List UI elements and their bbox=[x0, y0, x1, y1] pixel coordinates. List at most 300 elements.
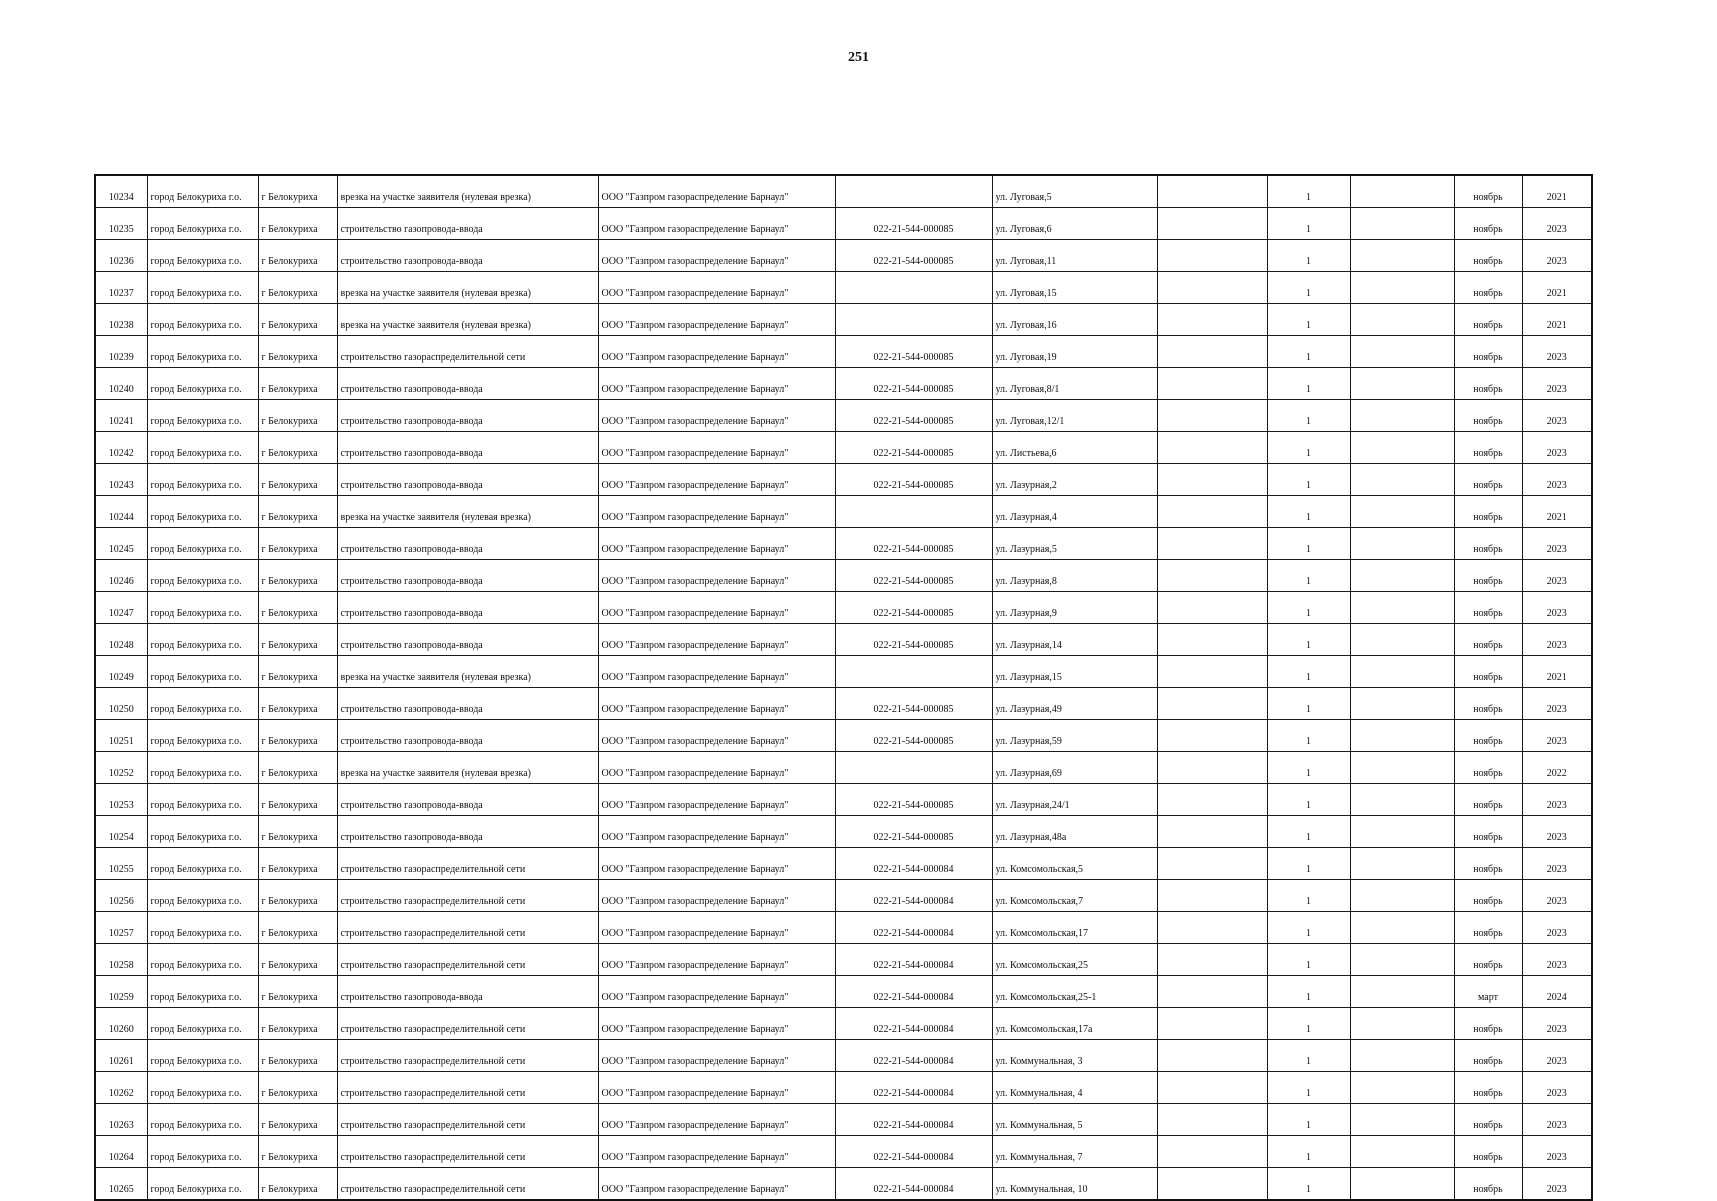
cell-program-code: 022-21-544-000085 bbox=[835, 528, 992, 560]
cell-year: 2023 bbox=[1522, 944, 1592, 976]
cell-organization: ООО "Газпром газораспределение Барнаул" bbox=[598, 848, 835, 880]
table-row bbox=[95, 688, 1592, 720]
cell-municipality: город Белокуриха г.о. bbox=[147, 240, 258, 272]
cell-empty bbox=[1350, 304, 1454, 336]
cell-empty bbox=[1157, 496, 1267, 528]
cell-row-number: 10256 bbox=[95, 880, 147, 912]
cell-count: 1 bbox=[1267, 592, 1350, 624]
cell-settlement: г Белокуриха bbox=[258, 848, 337, 880]
cell-empty bbox=[1157, 1168, 1267, 1201]
cell-year: 2023 bbox=[1522, 368, 1592, 400]
cell-address: ул. Луговая,11 bbox=[992, 240, 1157, 272]
cell-organization: ООО "Газпром газораспределение Барнаул" bbox=[598, 784, 835, 816]
cell-year: 2023 bbox=[1522, 336, 1592, 368]
cell-empty bbox=[1157, 272, 1267, 304]
cell-address: ул. Лазурная,24/1 bbox=[992, 784, 1157, 816]
cell-empty bbox=[1157, 592, 1267, 624]
cell-organization: ООО "Газпром газораспределение Барнаул" bbox=[598, 1104, 835, 1136]
cell-count: 1 bbox=[1267, 976, 1350, 1008]
table-row bbox=[95, 560, 1592, 592]
cell-year: 2024 bbox=[1522, 976, 1592, 1008]
cell-count: 1 bbox=[1267, 240, 1350, 272]
cell-municipality: город Белокуриха г.о. bbox=[147, 432, 258, 464]
cell-empty bbox=[1350, 464, 1454, 496]
cell-year: 2023 bbox=[1522, 688, 1592, 720]
cell-settlement: г Белокуриха bbox=[258, 304, 337, 336]
cell-row-number: 10243 bbox=[95, 464, 147, 496]
cell-organization: ООО "Газпром газораспределение Барнаул" bbox=[598, 496, 835, 528]
cell-program-code: 022-21-544-000085 bbox=[835, 208, 992, 240]
cell-month: ноябрь bbox=[1454, 1136, 1522, 1168]
cell-empty bbox=[1350, 1008, 1454, 1040]
cell-row-number: 10244 bbox=[95, 496, 147, 528]
cell-empty bbox=[1157, 1008, 1267, 1040]
cell-year: 2021 bbox=[1522, 496, 1592, 528]
cell-settlement: г Белокуриха bbox=[258, 1168, 337, 1201]
cell-row-number: 10237 bbox=[95, 272, 147, 304]
cell-municipality: город Белокуриха г.о. bbox=[147, 720, 258, 752]
cell-work-type: строительство газопровода-ввода bbox=[337, 432, 598, 464]
cell-empty bbox=[1350, 880, 1454, 912]
cell-settlement: г Белокуриха bbox=[258, 592, 337, 624]
cell-row-number: 10251 bbox=[95, 720, 147, 752]
cell-work-type: врезка на участке заявителя (нулевая врезка) bbox=[337, 304, 598, 336]
cell-empty bbox=[1157, 848, 1267, 880]
cell-month: ноябрь bbox=[1454, 208, 1522, 240]
cell-program-code: 022-21-544-000085 bbox=[835, 720, 992, 752]
cell-empty bbox=[1157, 400, 1267, 432]
cell-work-type: строительство газораспределительной сети bbox=[337, 1168, 598, 1201]
cell-work-type: врезка на участке заявителя (нулевая врезка) bbox=[337, 496, 598, 528]
table-row bbox=[95, 1104, 1592, 1136]
table-row bbox=[95, 208, 1592, 240]
cell-organization: ООО "Газпром газораспределение Барнаул" bbox=[598, 272, 835, 304]
cell-month: ноябрь bbox=[1454, 784, 1522, 816]
cell-settlement: г Белокуриха bbox=[258, 752, 337, 784]
cell-organization: ООО "Газпром газораспределение Барнаул" bbox=[598, 592, 835, 624]
cell-work-type: строительство газопровода-ввода bbox=[337, 784, 598, 816]
cell-municipality: город Белокуриха г.о. bbox=[147, 688, 258, 720]
cell-count: 1 bbox=[1267, 368, 1350, 400]
cell-organization: ООО "Газпром газораспределение Барнаул" bbox=[598, 432, 835, 464]
cell-empty bbox=[1157, 368, 1267, 400]
table-row bbox=[95, 624, 1592, 656]
table-row bbox=[95, 175, 1592, 208]
cell-municipality: город Белокуриха г.о. bbox=[147, 592, 258, 624]
cell-row-number: 10259 bbox=[95, 976, 147, 1008]
cell-program-code: 022-21-544-000085 bbox=[835, 560, 992, 592]
cell-count: 1 bbox=[1267, 880, 1350, 912]
cell-empty bbox=[1350, 336, 1454, 368]
table-row bbox=[95, 656, 1592, 688]
cell-settlement: г Белокуриха bbox=[258, 560, 337, 592]
cell-address: ул. Комсомольская,7 bbox=[992, 880, 1157, 912]
cell-municipality: город Белокуриха г.о. bbox=[147, 784, 258, 816]
cell-count: 1 bbox=[1267, 272, 1350, 304]
cell-row-number: 10245 bbox=[95, 528, 147, 560]
cell-empty bbox=[1350, 784, 1454, 816]
cell-municipality: город Белокуриха г.о. bbox=[147, 976, 258, 1008]
cell-year: 2023 bbox=[1522, 400, 1592, 432]
cell-work-type: строительство газопровода-ввода bbox=[337, 816, 598, 848]
cell-year: 2023 bbox=[1522, 592, 1592, 624]
cell-year: 2021 bbox=[1522, 272, 1592, 304]
cell-month: ноябрь bbox=[1454, 464, 1522, 496]
cell-municipality: город Белокуриха г.о. bbox=[147, 368, 258, 400]
cell-address: ул. Луговая,12/1 bbox=[992, 400, 1157, 432]
table-row bbox=[95, 976, 1592, 1008]
cell-municipality: город Белокуриха г.о. bbox=[147, 400, 258, 432]
cell-empty bbox=[1350, 976, 1454, 1008]
cell-address: ул. Лазурная,5 bbox=[992, 528, 1157, 560]
cell-empty bbox=[1157, 656, 1267, 688]
cell-row-number: 10235 bbox=[95, 208, 147, 240]
cell-work-type: строительство газопровода-ввода bbox=[337, 592, 598, 624]
cell-settlement: г Белокуриха bbox=[258, 880, 337, 912]
cell-year: 2023 bbox=[1522, 784, 1592, 816]
cell-work-type: строительство газораспределительной сети bbox=[337, 1136, 598, 1168]
cell-empty bbox=[1157, 240, 1267, 272]
table-row bbox=[95, 432, 1592, 464]
cell-month: ноябрь bbox=[1454, 880, 1522, 912]
gasification-register-table bbox=[94, 174, 1593, 1201]
cell-settlement: г Белокуриха bbox=[258, 528, 337, 560]
cell-count: 1 bbox=[1267, 944, 1350, 976]
cell-empty bbox=[1157, 1136, 1267, 1168]
cell-work-type: строительство газопровода-ввода bbox=[337, 976, 598, 1008]
cell-count: 1 bbox=[1267, 752, 1350, 784]
table-row bbox=[95, 592, 1592, 624]
table-row bbox=[95, 1008, 1592, 1040]
cell-year: 2023 bbox=[1522, 848, 1592, 880]
cell-municipality: город Белокуриха г.о. bbox=[147, 1008, 258, 1040]
table-row bbox=[95, 1040, 1592, 1072]
cell-month: ноябрь bbox=[1454, 175, 1522, 208]
cell-program-code: 022-21-544-000085 bbox=[835, 784, 992, 816]
cell-count: 1 bbox=[1267, 912, 1350, 944]
cell-empty bbox=[1350, 208, 1454, 240]
table-row bbox=[95, 304, 1592, 336]
cell-count: 1 bbox=[1267, 336, 1350, 368]
cell-empty bbox=[1350, 528, 1454, 560]
cell-year: 2023 bbox=[1522, 432, 1592, 464]
cell-row-number: 10248 bbox=[95, 624, 147, 656]
cell-row-number: 10236 bbox=[95, 240, 147, 272]
cell-month: ноябрь bbox=[1454, 752, 1522, 784]
cell-organization: ООО "Газпром газораспределение Барнаул" bbox=[598, 560, 835, 592]
cell-address: ул. Листьева,6 bbox=[992, 432, 1157, 464]
cell-address: ул. Лазурная,8 bbox=[992, 560, 1157, 592]
cell-organization: ООО "Газпром газораспределение Барнаул" bbox=[598, 304, 835, 336]
cell-municipality: город Белокуриха г.о. bbox=[147, 1104, 258, 1136]
cell-empty bbox=[1157, 976, 1267, 1008]
cell-work-type: строительство газопровода-ввода bbox=[337, 528, 598, 560]
cell-address: ул. Лазурная,59 bbox=[992, 720, 1157, 752]
cell-work-type: строительство газораспределительной сети bbox=[337, 848, 598, 880]
cell-organization: ООО "Газпром газораспределение Барнаул" bbox=[598, 464, 835, 496]
cell-year: 2023 bbox=[1522, 816, 1592, 848]
cell-year: 2023 bbox=[1522, 1104, 1592, 1136]
cell-organization: ООО "Газпром газораспределение Барнаул" bbox=[598, 208, 835, 240]
cell-address: ул. Коммунальная, 4 bbox=[992, 1072, 1157, 1104]
cell-address: ул. Луговая,6 bbox=[992, 208, 1157, 240]
cell-empty bbox=[1157, 624, 1267, 656]
cell-settlement: г Белокуриха bbox=[258, 944, 337, 976]
cell-year: 2021 bbox=[1522, 656, 1592, 688]
cell-month: ноябрь bbox=[1454, 560, 1522, 592]
cell-count: 1 bbox=[1267, 1040, 1350, 1072]
cell-empty bbox=[1350, 688, 1454, 720]
cell-municipality: город Белокуриха г.о. bbox=[147, 624, 258, 656]
cell-organization: ООО "Газпром газораспределение Барнаул" bbox=[598, 368, 835, 400]
cell-empty bbox=[1157, 688, 1267, 720]
cell-work-type: строительство газопровода-ввода bbox=[337, 688, 598, 720]
table-row bbox=[95, 496, 1592, 528]
cell-count: 1 bbox=[1267, 720, 1350, 752]
cell-month: ноябрь bbox=[1454, 1104, 1522, 1136]
cell-empty bbox=[1350, 912, 1454, 944]
cell-municipality: город Белокуриха г.о. bbox=[147, 1136, 258, 1168]
cell-address: ул. Коммунальная, 10 bbox=[992, 1168, 1157, 1201]
cell-empty bbox=[1350, 656, 1454, 688]
cell-settlement: г Белокуриха bbox=[258, 496, 337, 528]
cell-row-number: 10253 bbox=[95, 784, 147, 816]
cell-count: 1 bbox=[1267, 175, 1350, 208]
cell-empty bbox=[1157, 720, 1267, 752]
cell-work-type: строительство газораспределительной сети bbox=[337, 1008, 598, 1040]
cell-row-number: 10254 bbox=[95, 816, 147, 848]
cell-year: 2021 bbox=[1522, 304, 1592, 336]
cell-settlement: г Белокуриха bbox=[258, 976, 337, 1008]
cell-municipality: город Белокуриха г.о. bbox=[147, 848, 258, 880]
cell-empty bbox=[1350, 592, 1454, 624]
cell-month: ноябрь bbox=[1454, 368, 1522, 400]
cell-address: ул. Лазурная,4 bbox=[992, 496, 1157, 528]
cell-row-number: 10257 bbox=[95, 912, 147, 944]
cell-settlement: г Белокуриха bbox=[258, 240, 337, 272]
cell-address: ул. Комсомольская,5 bbox=[992, 848, 1157, 880]
cell-empty bbox=[1350, 496, 1454, 528]
cell-work-type: врезка на участке заявителя (нулевая врезка) bbox=[337, 752, 598, 784]
cell-work-type: строительство газораспределительной сети bbox=[337, 1072, 598, 1104]
cell-year: 2023 bbox=[1522, 880, 1592, 912]
table-row bbox=[95, 336, 1592, 368]
cell-year: 2023 bbox=[1522, 912, 1592, 944]
cell-month: ноябрь bbox=[1454, 336, 1522, 368]
cell-row-number: 10249 bbox=[95, 656, 147, 688]
cell-program-code: 022-21-544-000084 bbox=[835, 976, 992, 1008]
cell-work-type: строительство газораспределительной сети bbox=[337, 880, 598, 912]
cell-municipality: город Белокуриха г.о. bbox=[147, 272, 258, 304]
cell-organization: ООО "Газпром газораспределение Барнаул" bbox=[598, 1008, 835, 1040]
cell-month: ноябрь bbox=[1454, 240, 1522, 272]
cell-address: ул. Лазурная,49 bbox=[992, 688, 1157, 720]
cell-work-type: строительство газопровода-ввода bbox=[337, 208, 598, 240]
cell-empty bbox=[1157, 464, 1267, 496]
cell-year: 2023 bbox=[1522, 560, 1592, 592]
cell-row-number: 10242 bbox=[95, 432, 147, 464]
cell-organization: ООО "Газпром газораспределение Барнаул" bbox=[598, 240, 835, 272]
cell-organization: ООО "Газпром газораспределение Барнаул" bbox=[598, 976, 835, 1008]
cell-address: ул. Луговая,19 bbox=[992, 336, 1157, 368]
cell-empty bbox=[1350, 752, 1454, 784]
cell-program-code: 022-21-544-000084 bbox=[835, 912, 992, 944]
cell-month: ноябрь bbox=[1454, 400, 1522, 432]
cell-count: 1 bbox=[1267, 464, 1350, 496]
cell-count: 1 bbox=[1267, 624, 1350, 656]
cell-settlement: г Белокуриха bbox=[258, 1136, 337, 1168]
cell-empty bbox=[1350, 175, 1454, 208]
cell-year: 2023 bbox=[1522, 1072, 1592, 1104]
cell-month: ноябрь bbox=[1454, 688, 1522, 720]
cell-address: ул. Луговая,15 bbox=[992, 272, 1157, 304]
cell-year: 2023 bbox=[1522, 464, 1592, 496]
cell-organization: ООО "Газпром газораспределение Барнаул" bbox=[598, 656, 835, 688]
cell-organization: ООО "Газпром газораспределение Барнаул" bbox=[598, 400, 835, 432]
cell-month: ноябрь bbox=[1454, 432, 1522, 464]
cell-empty bbox=[1157, 880, 1267, 912]
cell-row-number: 10250 bbox=[95, 688, 147, 720]
table-row bbox=[95, 400, 1592, 432]
cell-municipality: город Белокуриха г.о. bbox=[147, 528, 258, 560]
cell-organization: ООО "Газпром газораспределение Барнаул" bbox=[598, 528, 835, 560]
cell-month: ноябрь bbox=[1454, 592, 1522, 624]
cell-row-number: 10258 bbox=[95, 944, 147, 976]
cell-settlement: г Белокуриха bbox=[258, 688, 337, 720]
cell-row-number: 10263 bbox=[95, 1104, 147, 1136]
cell-program-code: 022-21-544-000084 bbox=[835, 1072, 992, 1104]
cell-year: 2023 bbox=[1522, 208, 1592, 240]
cell-year: 2023 bbox=[1522, 624, 1592, 656]
cell-empty bbox=[1157, 528, 1267, 560]
cell-municipality: город Белокуриха г.о. bbox=[147, 464, 258, 496]
cell-settlement: г Белокуриха bbox=[258, 720, 337, 752]
cell-work-type: строительство газораспределительной сети bbox=[337, 1040, 598, 1072]
cell-settlement: г Белокуриха bbox=[258, 208, 337, 240]
cell-empty bbox=[1157, 560, 1267, 592]
cell-empty bbox=[1157, 304, 1267, 336]
cell-work-type: строительство газопровода-ввода bbox=[337, 400, 598, 432]
cell-address: ул. Коммунальная, 5 bbox=[992, 1104, 1157, 1136]
cell-organization: ООО "Газпром газораспределение Барнаул" bbox=[598, 816, 835, 848]
cell-address: ул. Лазурная,48а bbox=[992, 816, 1157, 848]
cell-program-code bbox=[835, 272, 992, 304]
cell-municipality: город Белокуриха г.о. bbox=[147, 496, 258, 528]
cell-row-number: 10265 bbox=[95, 1168, 147, 1201]
cell-program-code: 022-21-544-000085 bbox=[835, 592, 992, 624]
cell-settlement: г Белокуриха bbox=[258, 272, 337, 304]
cell-address: ул. Коммунальная, 3 bbox=[992, 1040, 1157, 1072]
cell-empty bbox=[1157, 1072, 1267, 1104]
cell-year: 2023 bbox=[1522, 240, 1592, 272]
cell-municipality: город Белокуриха г.о. bbox=[147, 944, 258, 976]
cell-program-code: 022-21-544-000085 bbox=[835, 624, 992, 656]
cell-program-code: 022-21-544-000084 bbox=[835, 944, 992, 976]
cell-program-code: 022-21-544-000085 bbox=[835, 464, 992, 496]
cell-program-code: 022-21-544-000084 bbox=[835, 1136, 992, 1168]
cell-organization: ООО "Газпром газораспределение Барнаул" bbox=[598, 1040, 835, 1072]
cell-count: 1 bbox=[1267, 1072, 1350, 1104]
table-row bbox=[95, 1168, 1592, 1201]
cell-program-code: 022-21-544-000084 bbox=[835, 1040, 992, 1072]
cell-work-type: врезка на участке заявителя (нулевая врезка) bbox=[337, 175, 598, 208]
cell-count: 1 bbox=[1267, 1136, 1350, 1168]
cell-program-code bbox=[835, 496, 992, 528]
cell-address: ул. Лазурная,15 bbox=[992, 656, 1157, 688]
cell-empty bbox=[1350, 560, 1454, 592]
cell-program-code: 022-21-544-000084 bbox=[835, 880, 992, 912]
cell-month: ноябрь bbox=[1454, 1168, 1522, 1201]
cell-address: ул. Комсомольская,25 bbox=[992, 944, 1157, 976]
cell-work-type: врезка на участке заявителя (нулевая врезка) bbox=[337, 656, 598, 688]
cell-settlement: г Белокуриха bbox=[258, 336, 337, 368]
cell-month: ноябрь bbox=[1454, 1040, 1522, 1072]
cell-municipality: город Белокуриха г.о. bbox=[147, 560, 258, 592]
cell-year: 2021 bbox=[1522, 175, 1592, 208]
cell-empty bbox=[1350, 624, 1454, 656]
cell-empty bbox=[1350, 272, 1454, 304]
cell-organization: ООО "Газпром газораспределение Барнаул" bbox=[598, 688, 835, 720]
cell-row-number: 10260 bbox=[95, 1008, 147, 1040]
page-number: 251 bbox=[848, 50, 869, 65]
cell-count: 1 bbox=[1267, 400, 1350, 432]
cell-empty bbox=[1157, 752, 1267, 784]
cell-count: 1 bbox=[1267, 656, 1350, 688]
table-row bbox=[95, 816, 1592, 848]
cell-empty bbox=[1350, 432, 1454, 464]
table-row bbox=[95, 240, 1592, 272]
cell-month: март bbox=[1454, 976, 1522, 1008]
cell-count: 1 bbox=[1267, 560, 1350, 592]
cell-row-number: 10261 bbox=[95, 1040, 147, 1072]
cell-year: 2023 bbox=[1522, 1008, 1592, 1040]
cell-work-type: врезка на участке заявителя (нулевая врезка) bbox=[337, 272, 598, 304]
cell-empty bbox=[1350, 1040, 1454, 1072]
cell-address: ул. Лазурная,14 bbox=[992, 624, 1157, 656]
cell-count: 1 bbox=[1267, 848, 1350, 880]
cell-program-code bbox=[835, 656, 992, 688]
cell-organization: ООО "Газпром газораспределение Барнаул" bbox=[598, 752, 835, 784]
cell-empty bbox=[1350, 720, 1454, 752]
cell-count: 1 bbox=[1267, 208, 1350, 240]
cell-settlement: г Белокуриха bbox=[258, 912, 337, 944]
cell-program-code: 022-21-544-000085 bbox=[835, 688, 992, 720]
cell-settlement: г Белокуриха bbox=[258, 624, 337, 656]
cell-row-number: 10239 bbox=[95, 336, 147, 368]
cell-settlement: г Белокуриха bbox=[258, 400, 337, 432]
cell-settlement: г Белокуриха bbox=[258, 1040, 337, 1072]
cell-empty bbox=[1157, 336, 1267, 368]
table-row bbox=[95, 1136, 1592, 1168]
cell-row-number: 10262 bbox=[95, 1072, 147, 1104]
cell-empty bbox=[1157, 1040, 1267, 1072]
cell-address: ул. Луговая,16 bbox=[992, 304, 1157, 336]
cell-year: 2023 bbox=[1522, 1168, 1592, 1201]
cell-municipality: город Белокуриха г.о. bbox=[147, 175, 258, 208]
cell-empty bbox=[1350, 944, 1454, 976]
cell-row-number: 10234 bbox=[95, 175, 147, 208]
cell-program-code: 022-21-544-000085 bbox=[835, 368, 992, 400]
cell-work-type: строительство газораспределительной сети bbox=[337, 336, 598, 368]
cell-count: 1 bbox=[1267, 496, 1350, 528]
table-row bbox=[95, 912, 1592, 944]
cell-year: 2023 bbox=[1522, 1040, 1592, 1072]
cell-municipality: город Белокуриха г.о. bbox=[147, 880, 258, 912]
table-row bbox=[95, 1072, 1592, 1104]
cell-municipality: город Белокуриха г.о. bbox=[147, 304, 258, 336]
cell-organization: ООО "Газпром газораспределение Барнаул" bbox=[598, 1136, 835, 1168]
cell-month: ноябрь bbox=[1454, 496, 1522, 528]
